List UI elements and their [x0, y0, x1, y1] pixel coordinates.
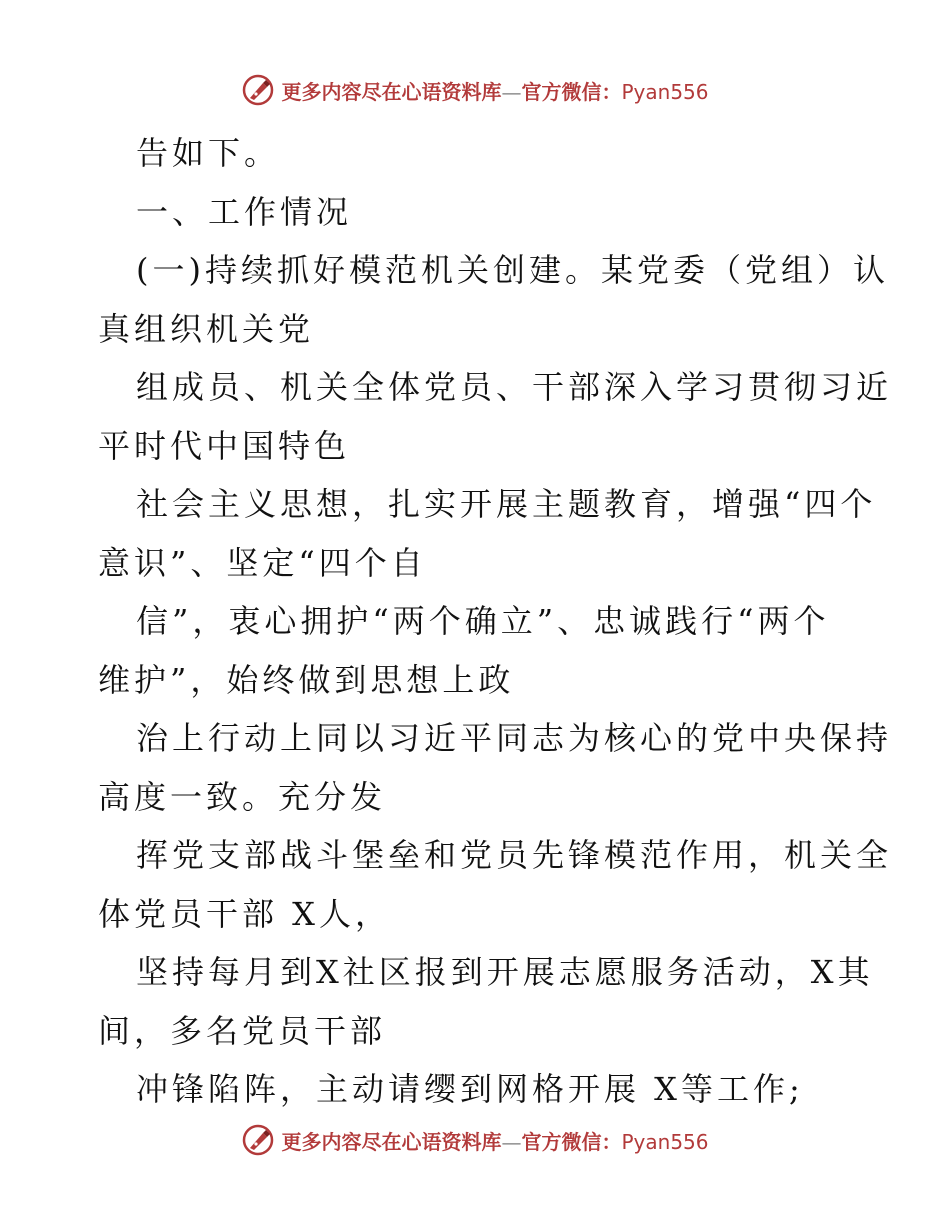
watermark-main: 更多内容尽在心语资料库	[281, 1129, 502, 1154]
watermark-separator: —	[501, 79, 522, 104]
paragraph-line: 高度一致。充分发	[98, 777, 387, 816]
watermark-wechat-id: Pyan556	[621, 79, 709, 104]
paragraph-line: (一)持续抓好模范机关创建。某党委（党组）认	[136, 251, 889, 289]
watermark-separator: —	[501, 1129, 522, 1154]
watermark-text	[281, 76, 708, 105]
pen-nib-seal-icon	[241, 73, 275, 107]
paragraph-line: 坚持每月到X社区报到开展志愿服务活动，X其	[136, 953, 874, 991]
paragraph-line: 体党员干部 X人，	[98, 894, 391, 933]
paragraph-line: 治上行动上同以习近平同志为核心的党中央保持	[136, 719, 893, 757]
watermark-main: 更多内容尽在心语资料库	[281, 79, 502, 104]
paragraph-line: 告如下。	[136, 134, 281, 172]
paragraph-line: 平时代中国特色	[98, 426, 351, 465]
watermark-wechat-id: Pyan556	[621, 1129, 709, 1154]
paragraph-line: 挥党支部战斗堡垒和党员先锋模范作用，机关全	[136, 836, 893, 874]
paragraph-line: 信”，衷心拥护“两个确立”、忠诚践行“两个	[136, 602, 830, 640]
document-body	[98, 124, 893, 1119]
pen-nib-seal-icon	[241, 1123, 275, 1157]
paragraph-line: 一、工作情况	[136, 192, 353, 231]
paragraph-line: 意识”、坚定“四个自	[98, 543, 427, 582]
footer-watermark	[0, 1120, 950, 1160]
paragraph-line: 组成员、机关全体党员、干部深入学习贯彻习近	[136, 368, 893, 406]
watermark-text	[281, 1126, 708, 1155]
paragraph-line: 冲锋陷阵，主动请缨到网格开展 X等工作;	[136, 1070, 804, 1108]
paragraph-line: 社会主义思想，扎实开展主题教育，增强“四个	[136, 485, 877, 523]
paragraph-line: 真组织机关党	[98, 309, 315, 348]
watermark-sub: 官方微信：	[521, 79, 622, 104]
watermark-sub: 官方微信：	[521, 1129, 622, 1154]
paragraph-line: 维护”，始终做到思想上政	[98, 660, 515, 699]
paragraph-line: 间，多名党员干部	[98, 1011, 387, 1050]
header-watermark	[0, 70, 950, 110]
